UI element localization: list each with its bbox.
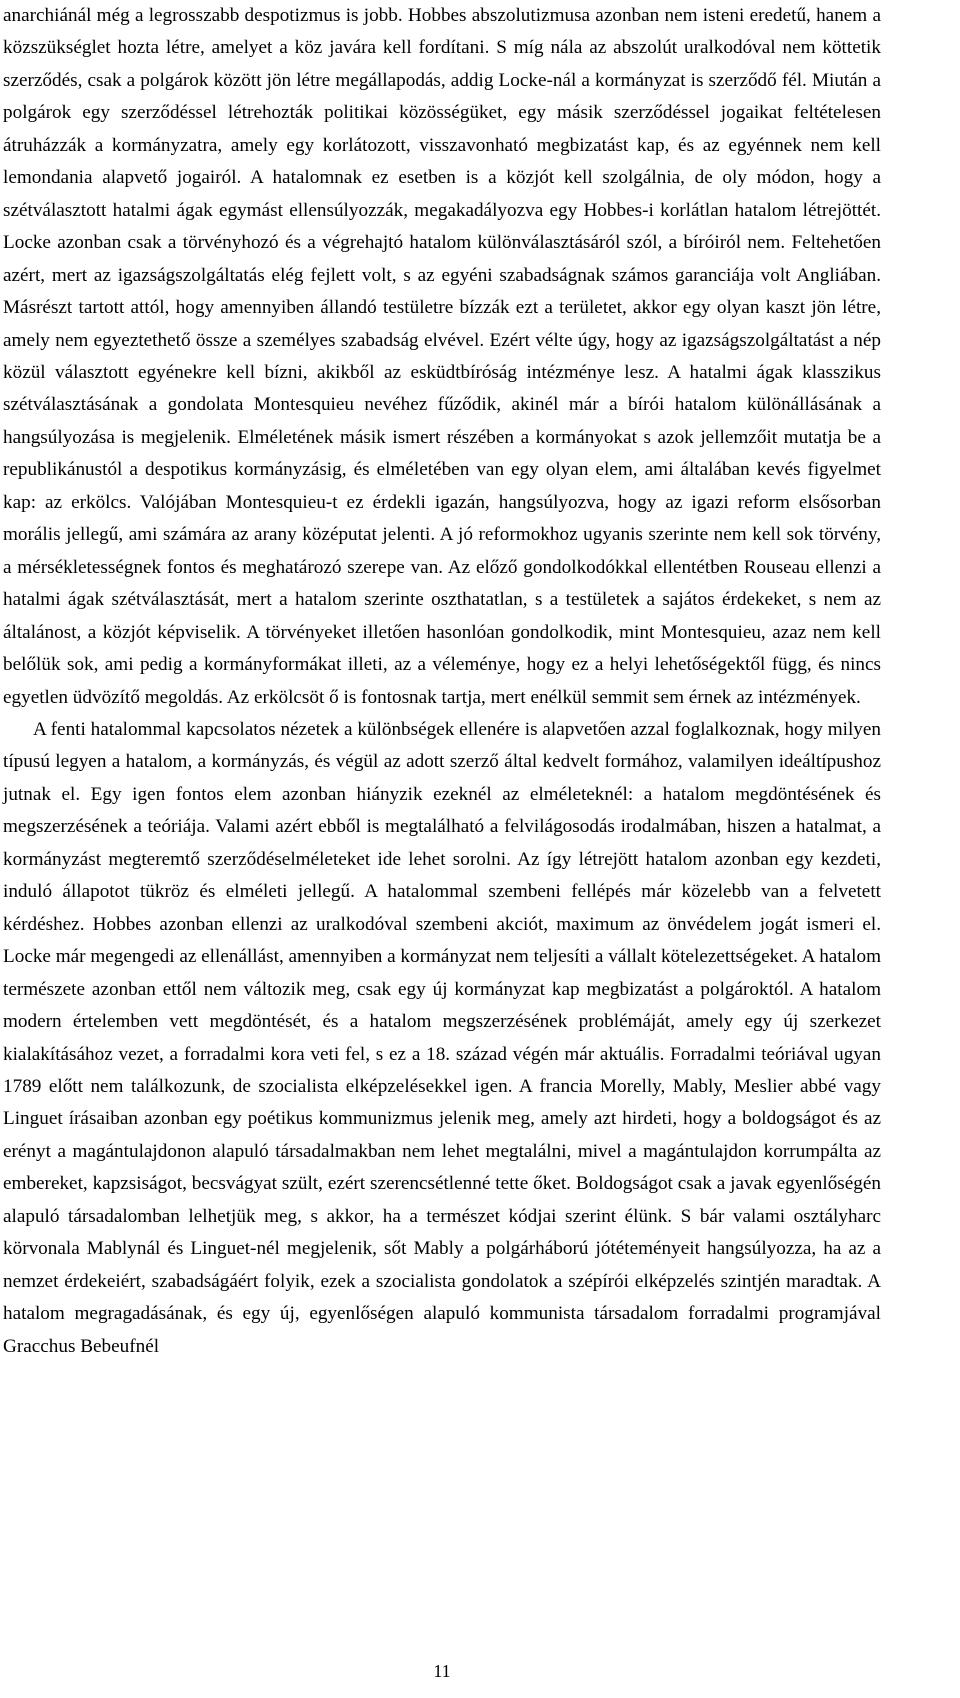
paragraph-2: A fenti hatalommal kapcsolatos nézetek a különbségek ellenére is alapvetően azzal foglalkoznak, hogy milyen típusú legyen a hatalom, a kormányzás, és végül az adott szerző által kedvelt formához, valamilyen ideáltípushoz jutnak el. Egy igen fontos elem azonban hiányzik ezeknél az elméleteknél: a hatalom megdöntésének és megszerzésének a teóriája. Valami azért ebből is megtalálható a felvilágosodás irodalmában, hiszen a hatalmat, a kormányzást megteremtő szerződéselméleteket ide lehet sorolni. Az így létrejött hatalom azonban egy kezdeti, induló állapotot tükröz és elméleti jellegű. A hatalommal szembeni fellépés már közelebb van a felvetett kérdéshez. Hobbes azonban ellenzi az uralkodóval szembeni akciót, maximum az önvédelem jogát ismeri el. Locke már megengedi az ellenállást, amennyiben a kormányzat nem teljesíti a vállalt kötelezettségeket. A hatalom természete azonban ettől nem változik meg, csak egy új kormányzat kap megbizatást a polgároktól. A hatalom modern értelemben vett megdöntését, és a hatalom megszerzésének problémáját, amely egy új szerkezet kialakításához vezet, a forradalmi kora veti fel, s ez a 18. század végén már aktuális. Forradalmi teóriával ugyan 1789 előtt nem találkozunk, de szocialista elképzelésekkel igen. A francia Morelly, Mably, Meslier abbé vagy Linguet írásaiban azonban egy poétikus kommunizmus jelenik meg, amely azt hirdeti, hogy a boldogságot és az erényt a magántulajdonon alapuló társadalmakban nem lehet megtalálni, mivel a magántulajdon korrumpálta az embereket, kapzsiságot, becsvágyat szült, ezért szerencsétlenné tette őket. Boldogságot csak a javak egyenlőségén alapuló társadalomban lelhetjük meg, s akkor, ha a természet kódjai szerint élünk. S bár valami osztályharc körvonala Mablynál és Linguet-nél megjelenik, sőt Mably a polgárháború jótéteményeit hangsúlyozza, ha az a nemzet érdekeiért, szabadságáért folyik, ezek a szocialista gondolatok a szépírói elképzelés szintjén maradtak. A hatalom megragadásának, és egy új, egyenlőségen alapuló kommunista társadalom forradalmi programjával Gracchus Bebeufnél — [3, 718, 882, 1357]
page-number: 11 — [433, 1661, 451, 1681]
paragraph-1: anarchiánál még a legrosszabb despotizmus is jobb. Hobbes abszolutizmusa azonban nem isteni eredetű, hanem a közszükséglet hozta létre, amelyet a köz javára kell fordítani. S míg nála az abszolút uralkodóval nem köttetik szerződés, csak a polgárok között jön létre megállapodás, addig Locke-nál a kormányzat is szerződő fél. Miután a polgárok egy szerződéssel létrehozták politikai közösségüket, egy másik szerződéssel jogaikat feltételesen átruházzák a kormányzatra, amely egy korlátozott, visszavonható megbizatást kap, és az egyénnek nem kell lemondania alapvető jogairól. A hatalomnak ez esetben is a közjót kell szolgálnia, de oly módon, hogy a szétválasztott hatalmi ágak egymást ellensúlyozzák, megakadályozva egy Hobbes-i korlátlan hatalom létrejöttét. Locke azonban csak a törvényhozó és a végrehajtó hatalom különválasztásáról szól, a bíróiról nem. Feltehetően azért, mert az igazságszolgáltatás elég fejlett volt, s az egyéni szabadságnak számos garanciája volt Angliában. Másrészt tartott attól, hogy amennyiben állandó testületre bízzák ezt a területet, akkor egy olyan kaszt jön létre, amely nem egyeztethető össze a személyes szabadság elvével. Ezért vélte úgy, hogy az igazságszolgáltatást a nép közül választott egyénekre kell bízni, akikből az esküdtbíróság intézménye lesz. A hatalmi ágak klasszikus szétválasztásának a gondolata Montesquieu nevéhez fűződik, akinél már a bírói hatalom különállásának a hangsúlyozása is megjelenik. Elméletének másik ismert részében a kormányokat s azok jellemzőit mutatja be a republikánustól a despotikus kormányzásig, és elméletében van egy olyan elem, ami általában kevés figyelmet kap: az erkölcs. Valójában Montesquieu-t ez érdekli igazán, hangsúlyozva, hogy az igazi reform elsősorban morális jellegű, ami számára az arany középutat jelenti. A jó reformokhoz ugyanis szerinte nem kell sok törvény, a mérsékletességnek fontos és meghatározó szerepe van. Az előző gondolkodókkal ellentétben Rouseau ellenzi a hatalmi ágak szétválasztását, mert a hatalom szerinte oszthatatlan, s a testületek a sajátos érdekeket, s nem az általánost, a közjót képviselik. A törvényeket illetően hasonlóan gondolkodik, mint Montesquieu, azaz nem kell belőlük sok, ami pedig a kormányformákat illeti, az a véleménye, hogy ez a helyi lehetőségektől függ, és nincs egyetlen üdvözítő megoldás. Az erkölcsöt ő is fontosnak tartja, mert enélkül semmit sem érnek az intézmények. — [3, 5, 881, 708]
body-text — [3, 0, 881, 1363]
